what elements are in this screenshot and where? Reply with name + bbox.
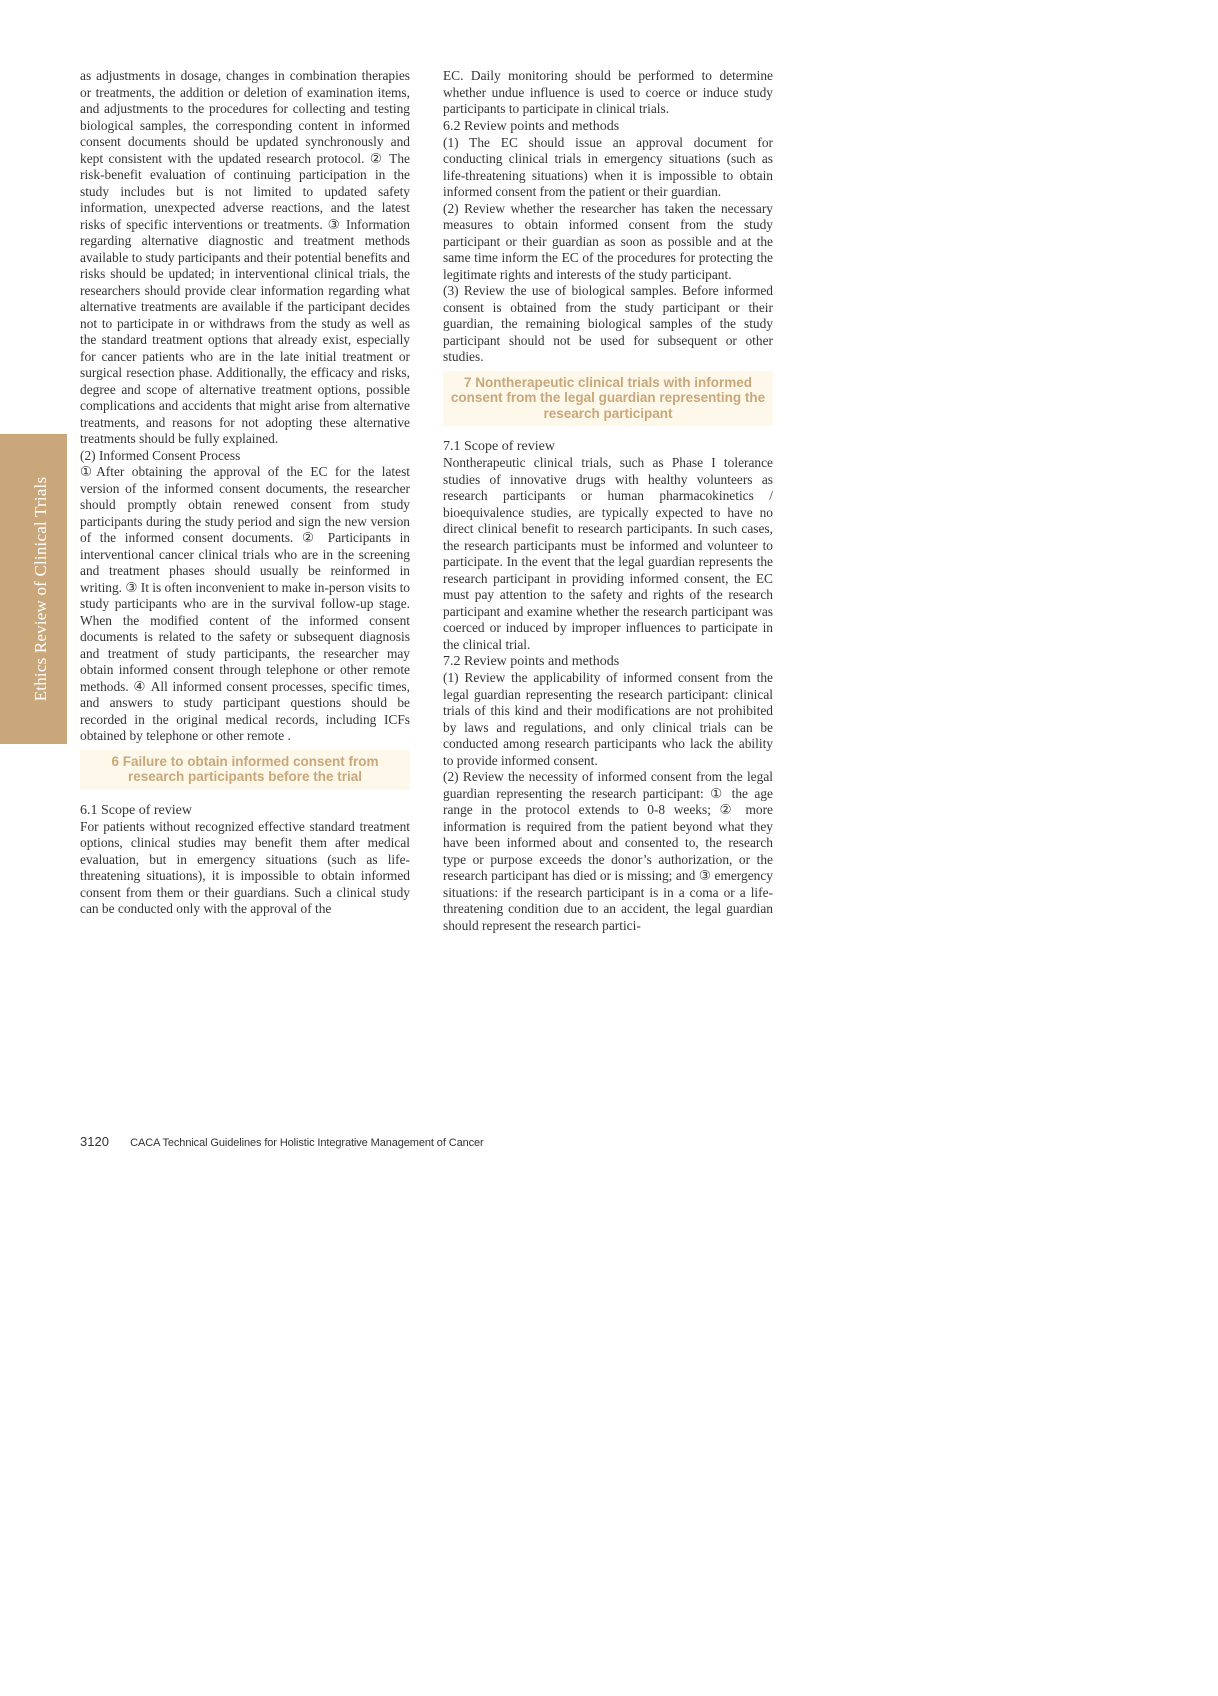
paragraph: as adjustments in dosage, changes in combination therapies or treatments, the addition or deletion of examination items, and adjustments to the procedures for collecting and testing biological samples, the corresponding content in informed consent documents should be updated synchronously and kept consistent with the updated research protocol. ② The risk-benefit evaluation of continuing participation in the study includes but is not limited to updated safety information, unexpected adverse reactions, and the latest risks of specific interventions or treatments. ③ Information regarding alternative diagnostic and treatment methods available to study participants and their potential benefits and risks should be updated; in interventional clinical trials, the researchers should provide clear information regarding what alternative treatments are available if the participant decides not to participate in or withdraws from the study as well as the standard treatment options that already exist, especially for cancer patients who are in the late initial treatment or surgical resection phase. Additionally, the efficacy and risks, degree and scope of alternative treatment options, possible complications and accidents that might arise from alternative treatments, and reasons for not adopting these alternative treatments should be fully explained.: [80, 68, 410, 446]
subsection-heading: 7.2 Review points and methods: [443, 654, 620, 669]
paragraph: EC. Daily monitoring should be performed to determine whether undue influence is used to coerce or induce study participants to participate in clinical trials.: [443, 68, 773, 116]
paragraph: ①After obtaining the approval of the EC for the latest version of the informed consent documents, the researcher should promptly obtain renewed consent from study participants during the study period and sign the new version of the informed consent documents. ② Participants in interventional cancer clinical trials who are in the screening and treatment phases should usually be reinformed in writing. ③ It is often inconvenient to make in-person visits to study participants who are in the survival follow-up stage. When the modified content of the informed consent documents is related to the safety or subsequent diagnosis and treatment of study participants, the researcher may obtain informed consent through telephone or other remote methods. ④ All informed consent processes, specific times, and answers to study participant questions should be recorded in the original medical records, including ICFs obtained by telephone or other remote .: [80, 464, 410, 743]
left-column: [80, 68, 410, 918]
list-item: (2) Review the necessity of informed consent from the legal guardian representing the research participant: ① the age range in the protocol extends to 0-8 weeks; ② more information is required from the patient beyond what they have been informed about and consented to, the research type or purpose exceeds the donor’s authorization, or the research participant has died or is missing; and ③ emergency situations: if the research participant is in a coma or a life-threatening condition due to an accident, the legal guardian should represent the research partici-: [443, 769, 773, 933]
subsection-heading: (2) Informed Consent Process: [80, 447, 241, 463]
subsection-heading: 7.1 Scope of review: [443, 439, 555, 454]
section-heading: 7 Nontherapeutic clinical trials with informed consent from the legal guardian representing the research participant: [443, 371, 773, 427]
list-item: (2) Review whether the researcher has taken the necessary measures to obtain informed consent from the study participant or their guardian as soon as possible and at the same time inform the EC of the procedures for protecting the legitimate rights and interests of the study participant.: [443, 200, 773, 282]
subsection-heading: 6.2 Review points and methods: [443, 118, 620, 134]
subsection-heading: 6.1 Scope of review: [80, 802, 192, 818]
list-item: (1) Review the applicability of informed consent from the legal guardian representing the research participant: clinical trials of this kind and their modifications are not prohibited by laws and regulations, and only clinical trials can be conducted among research participants who lack the ability to provide informed consent.: [443, 670, 773, 768]
paragraph: Nontherapeutic clinical trials, such as Phase I tolerance studies of innovative drugs with healthy volunteers as research participants or human pharmacokinetics / bioequivalence studies, are typically expected to have no direct clinical benefit to research participants. In such cases, the research participants must be informed and volunteer to participate. In the event that the legal guardian represents the research participant in providing informed consent, the EC must pay attention to the safety and rights of the research participant and examine whether the research participant was coerced or induced by improper influences to participate in the clinical trial.: [443, 455, 773, 652]
side-tab-label: Ethics Review of Clinical Trials: [31, 476, 50, 702]
right-column: [443, 68, 773, 934]
list-item: (1) The EC should issue an approval document for conducting clinical trials in emergency situations (such as life-threatening situations) when it is impossible to obtain informed consent from the patient or their guardian.: [443, 134, 773, 199]
page-number: 3120: [80, 1134, 109, 1149]
list-item: (3) Review the use of biological samples. Before informed consent is obtained from the study participant or their guardian, the remaining biological samples of the study participant should not be used for subsequent or other studies.: [443, 283, 773, 364]
paragraph: For patients without recognized effective standard treatment options, clinical studies may benefit them after medical evaluation, but in emergency situations (such as life-threatening situations), it is impossible to obtain informed consent from them or their guardians. Such a clinical study can be conducted only with the approval of the: [80, 818, 410, 916]
page-footer: [80, 1134, 484, 1150]
section-heading: 6 Failure to obtain informed consent from research participants before the trial: [80, 750, 410, 790]
journal-title: CACA Technical Guidelines for Holistic Integrative Management of Cancer: [130, 1137, 484, 1149]
